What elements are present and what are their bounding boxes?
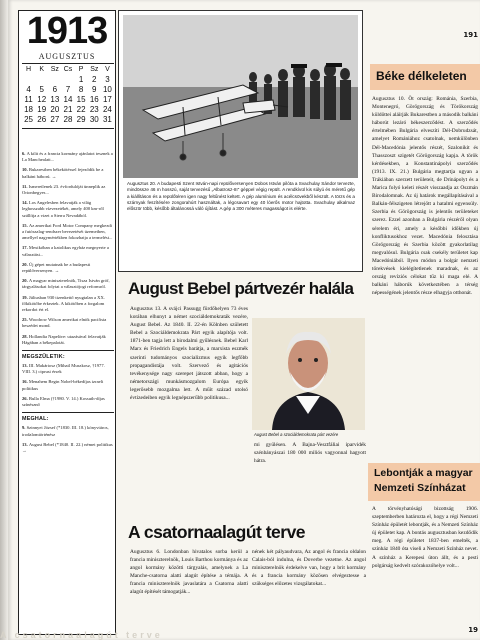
- event-text: Az amerikai Ford Motor Company megkezdi a futószalag-rendszer bevezetését üzemeiben, amellyel nagymértékben fokozhatja a termelést...: [22, 222, 113, 241]
- calendar-week-row: [22, 105, 114, 115]
- weekday-label: P: [78, 66, 84, 73]
- canal-column-2: [252, 548, 366, 630]
- peace-heading: Béke délkeleten: [370, 64, 480, 90]
- calendar-day: 26: [37, 115, 47, 124]
- calendar-day: 6: [52, 85, 58, 94]
- event-date: 10.: [22, 167, 29, 173]
- event-date: 9.: [22, 425, 27, 431]
- calendar-day: 13: [50, 95, 60, 104]
- event-text: Bukarestben békekötéssel fejeződik be a balkáni háború. →: [22, 167, 104, 179]
- event-text: Ismeretlenek 23. évfordulóját ünneplik az Orionbegyes...: [22, 183, 106, 196]
- calendar-day: 20: [50, 105, 60, 114]
- faint-bleedthrough-text: A csatornaalagút terve: [0, 630, 163, 640]
- event-text: Woodrow Wilson amerikai elnök pacifista beszédet mond.: [22, 317, 107, 329]
- bebel-portrait-illustration: [252, 318, 365, 430]
- event-entry: [22, 245, 114, 257]
- calendar-day: 18: [24, 105, 34, 114]
- page-number-bottom: 19: [468, 626, 478, 634]
- calendar-day: 24: [102, 105, 112, 114]
- event-entry: [22, 223, 114, 242]
- calendar-day: 12: [37, 95, 47, 104]
- canal-text-1: Augusztus 6. Londonban hivatalos sorba kerül a francia miniszterelnök, Louis Barthou kormánya és az angol kormány közötti tárgyalás, amelynek a La Manche-csatorna alatti alagút építése a témája. A francia miniszterelnök javaslatára a Csatorna alatti alagút építését támogatják...: [130, 549, 248, 596]
- weekday-header: [22, 65, 114, 75]
- event-text: Los Angelesben felavatják a világ leghosszabb vízvezetékét, amely 400 km-ről szállítja a vizet a Sierra Nevadából.: [22, 200, 104, 218]
- event-date: 11.: [22, 183, 29, 189]
- calendar-day: 17: [102, 95, 112, 104]
- calendar-day: 16: [89, 95, 99, 104]
- deaths-heading: MEGHAL:: [22, 416, 49, 423]
- event-entry: [22, 317, 114, 329]
- section-divider: [22, 412, 114, 413]
- event-date: 17.: [22, 245, 29, 251]
- event-text: Júliusban 930 tizenkettő nyugtalan a XX. főkikötőbe érkeztek. A kikötőben a forgalom rekordot ért el.: [22, 294, 105, 313]
- calendar-week-row: [22, 75, 114, 85]
- weekday-label: K: [39, 66, 45, 73]
- event-entry: [22, 151, 114, 163]
- bebel-text-1: Augusztus 13. A svájci Passugg fürdőhelyen 73 éves korában elhunyt a német szociáldemokraták vezére, August Bebel. Az 1840. II. 22-én Kölnben született Bebel a Szociáldemokrata Párt egyik alapítója volt. 1871-ben tagja lett a birodalmi gyűlésnek. Bebel Karl Marx és Friedrich Engels barátja, a marxista eszmék szerinti tudományos szocializmus egyik legfőbb propagandistája volt. Szervező és agitációs tevékenysége nagy szerepet játszott abban, hogy a németországi munkásmozgalom Európa egyik legerősebb mozgalma lett. A műit század utolsó évtizedeiben egyik legnépszerűbb politikusa...: [130, 306, 248, 402]
- peace-article-text: [372, 95, 478, 460]
- month-title: AUGUSZTUS: [38, 52, 96, 61]
- calendar-day: 29: [76, 115, 86, 124]
- calendar-day: 1: [78, 75, 84, 84]
- event-entry: [22, 295, 114, 314]
- event-date: 6.: [22, 151, 27, 156]
- canal-headline: A csatornaalagút terve: [128, 522, 306, 542]
- deaths-entries: [22, 425, 114, 454]
- event-entry: [22, 396, 114, 408]
- calendar-day: 22: [76, 105, 86, 114]
- event-entry: [22, 363, 114, 375]
- event-date: 20.: [22, 278, 29, 284]
- calendar-week-row: [22, 95, 114, 105]
- bebel-column-2: [254, 441, 366, 513]
- event-entry: [22, 200, 114, 219]
- event-text: Új gépet mutatnak be a budapesti repülőversenyen. →: [22, 261, 91, 274]
- year-title: 1913: [26, 10, 108, 52]
- calendar-day: 27: [50, 115, 60, 124]
- calendar-sidebar: [18, 10, 116, 635]
- event-date: 19.: [22, 294, 29, 300]
- event-date: 13.: [22, 441, 29, 447]
- event-text: Mexikóban a katolikus egyház megnyerte a választást...: [22, 245, 109, 257]
- theatre-article-body: A törvényhatósági bizottság 1906. szeptemberben határozta el, hogy a régi Nemzeti Színház épületét lebontják, és a Nemzeti Színház új épületet kap. A bontás augusztusban kezdődik meg. A régi épületet 1837-ben emelték, a színház 1840 óta viseli a Nemzeti Színház nevet. A színház a Kerepesi úton állt, és a pesti polgárság kedvelt szórakozóhelye volt...: [372, 506, 478, 569]
- calendar-day: 2: [92, 75, 97, 84]
- theatre-heading: Lebontják a magyar Nemzeti Színházat: [368, 463, 480, 501]
- event-entry: [22, 425, 114, 437]
- calendar-day: [48, 75, 61, 85]
- portrait-caption: August Bebel a szociáldemokrata párt vezére: [254, 432, 339, 437]
- event-text: Szinnyei József (*1830. III. 18.) könyvtáros, irodalomtörténész: [22, 425, 109, 437]
- calendar-day: 10: [102, 85, 112, 94]
- calendar-day: 5: [39, 85, 44, 94]
- bebel-headline: August Bebel pártvezér halála: [128, 279, 354, 298]
- event-entry: [22, 262, 114, 274]
- calendar-divider: [22, 63, 114, 64]
- weekday-label: H: [26, 66, 32, 73]
- calendar-day: 23: [89, 105, 99, 114]
- theatre-article-text: [372, 505, 478, 625]
- month-calendar: [22, 65, 114, 125]
- event-text: Menahem Begin Nobel-békedíjas izraeli politikus: [22, 379, 104, 391]
- calendar-day: 25: [24, 115, 34, 124]
- calendar-day: 15: [76, 95, 86, 104]
- calendar-day: 14: [63, 95, 73, 104]
- calendar-day: 4: [26, 85, 31, 94]
- event-date: 15.: [22, 222, 29, 228]
- event-text: Bulla Elma (†1980. V. 14.) Kossuth-díjas színésznő: [22, 395, 105, 408]
- event-date: 16.: [22, 379, 29, 385]
- event-entry: [22, 442, 114, 454]
- calendar-day: 8: [78, 85, 84, 94]
- calendar-day: [35, 75, 48, 85]
- event-text: A kilit és a francia kormány ajánlatot tesznek a La Manchealatt...: [22, 151, 113, 163]
- event-entry: [22, 278, 114, 290]
- weekday-label: Sz: [50, 66, 59, 73]
- event-date: 25.: [22, 317, 29, 323]
- calendar-divider-bottom: [22, 128, 114, 129]
- calendar-weeks: [22, 75, 114, 125]
- calendar-day: 21: [63, 105, 73, 114]
- event-entry: [22, 167, 114, 179]
- event-entry: [22, 379, 114, 391]
- canal-column-1: [130, 548, 248, 630]
- event-date: 28.: [22, 333, 29, 339]
- calendar-day: [61, 75, 74, 85]
- event-entry: [22, 184, 114, 196]
- bebel-text-2: mi gyülésen. A Bajna-Vesztfáliai iparvidék szénbányászai 180 000 miliós vagyonnal hagyott hátra.: [254, 442, 366, 465]
- peace-article-body: Augusztus 10. Öt ország: Románia, Szerbia, Montenegró, Görögország és Törökország küldöttei aláírják Bukarestben a második balkáni háborút lezáró békeszerződést. A szerződés értelmében Bulgária elveszíti Dél-Dobrudzsát, amelyet Romániához csatolnak, nemkülönben Dél-Macedónia jelentős részét, Szalonikit és Thasszoszt szigetét Görögország kapja. A török kérdésekben, a Konstantinápolyi szerződés (1913. IX. 21.) Bulgária megtartja ugyan a Trákiában szerzett területeit, de Drinápolyt és a Marica folyó keleti részét visszaadja az Oszmán Birodalomnak. Az új határok megállapításával a Balkán-félszigeten létrejött a hatalmi egyensúly. Szerbia és Görögország is jelentős területeket szerez. Ezzel azonban a Bulgária részéről olyan sérelem éri, amely a későbbi időkben új konfliktusokhoz vezet. Macedónia felosztása Görögország és Szerbia között gyakorlatilag megvalósul. Bulgária csak csekély területet kap Macedóniából. Ilyen módon a bolgár nemzeti törekvések kielégítetlenek maradnak, és az ország revíziós célokat tűz ki maga elé. A balkáni háborúk következtében a térség népességének jelentős része elhagyja otthonát.: [372, 96, 478, 297]
- calendar-week-row: [22, 115, 114, 125]
- airplane-photo-illustration: [123, 15, 358, 178]
- event-list: [22, 151, 114, 458]
- calendar-day: 7: [65, 85, 71, 94]
- event-text: III. Makáriosz (Mihail Muszkosz, †1977. VIII. 3.) ciprusi érsek: [22, 363, 105, 375]
- calendar-day: 9: [92, 85, 97, 94]
- weekday-label: Cs: [63, 66, 73, 73]
- section-divider: [22, 350, 114, 351]
- airplane-photo-frame: [118, 10, 363, 272]
- event-text: Hollandia Napelöre: utazásával felavatják Hágában a békepalotát.: [22, 333, 106, 345]
- calendar-day: [22, 75, 35, 85]
- event-date: 14.: [22, 200, 29, 206]
- event-date: 26.: [22, 395, 29, 401]
- canal-text-2: nének két pályaudvara, Az angol és francia oldalon Calais-ból indulna, és Doverbe vezetne. Az angol miniszterelnök érdekelve van, hogy a brit kormány és a francia kormány közösen elvégeztesse a szükséges előzetes vizsgálatokat...: [252, 549, 366, 588]
- weekday-label: V: [105, 66, 110, 73]
- event-text: A magyar miniszterelnök, Tisza István gróf, tárgyalásokat folytat a választójogi reformról.: [22, 278, 110, 290]
- weekday-label: Sz: [90, 66, 99, 73]
- airplane-photo: [123, 15, 358, 178]
- event-text: August Bebel (*1840. II. 22.) német politikus →: [22, 441, 113, 453]
- page-number-top: 191: [463, 31, 478, 39]
- event-date: 13.: [22, 363, 29, 369]
- calendar-day: 11: [24, 95, 33, 104]
- event-date: 20.: [22, 261, 29, 267]
- calendar-day: 28: [63, 115, 73, 124]
- calendar-day: 3: [105, 75, 110, 84]
- photo-caption: Augusztus 20. A budapesti Szent István-napi repülőversenyen Dobos István pilóta a Svachulay Sándor tervezte, mindössze 46 m hosszú, saját tervezésű „Albatrosz-III” géppel végig repült. A rendkívül kis súlyú és méretű gép a kiállításon és a repülőtéren igen nagy feltűnést keltett. A gép alumínium és acélcsövekből készült. A törzs és a szárnyak feszítésére zongorahúrt használtak, a légcsavart egy 40 lóerős motor hajtotta. Svachulay alkalmaz először több, később általánossá váló újítást. A gép a 300 méteres magasságot is elérte.: [127, 181, 355, 212]
- births-entries: [22, 363, 114, 408]
- event-entries: [22, 151, 114, 346]
- calendar-day: 30: [89, 115, 99, 124]
- births-heading: MEGSZŰLETIK:: [22, 354, 65, 361]
- bebel-portrait: [252, 318, 365, 430]
- calendar-day: 31: [102, 115, 112, 124]
- bebel-column-1: [130, 305, 248, 513]
- calendar-day: 19: [37, 105, 47, 114]
- event-entry: [22, 334, 114, 346]
- calendar-week-row: [22, 85, 114, 95]
